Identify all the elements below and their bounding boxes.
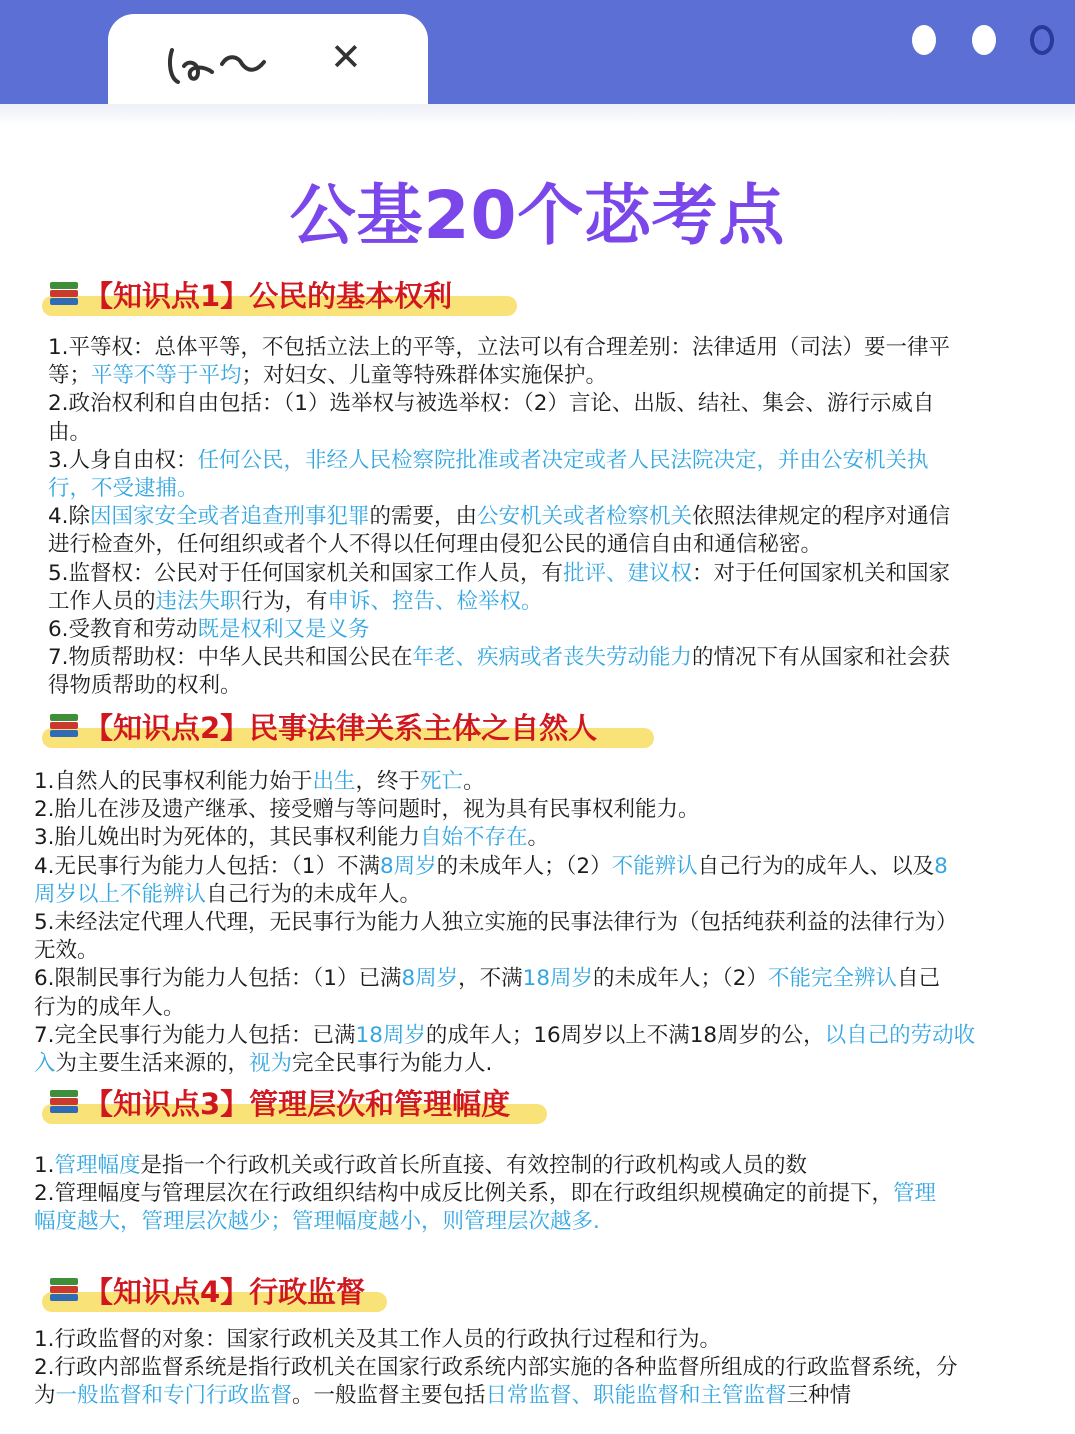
close-icon[interactable]: ✕ bbox=[330, 35, 362, 79]
text-segment: 1.自然人的民事权利能力始于 bbox=[34, 769, 313, 794]
browser-tab[interactable] bbox=[108, 14, 428, 106]
text-segment: 7.物质帮助权：中华人民共和国公民在 bbox=[48, 645, 413, 671]
text-segment: 4.无民事行为能力人包括：（1）不满 bbox=[34, 853, 380, 879]
books-icon bbox=[50, 1090, 80, 1116]
highlighted-text: 平等不等于平均 bbox=[91, 363, 242, 389]
text-line bbox=[34, 881, 975, 909]
section-heading-text: 【知识点2】民事法律关系主体之自然人 bbox=[84, 711, 598, 745]
text-line bbox=[48, 447, 950, 475]
text-segment: 5.监督权：公民对于任何国家机关和国家工作人员，有 bbox=[48, 560, 564, 586]
section-heading-text: 【知识点3】管理层次和管理幅度 bbox=[84, 1087, 511, 1121]
highlighted-text: 入 bbox=[34, 1051, 56, 1077]
text-segment: 进行检查外，任何组织或者个人不得以任何理由侵犯公民的通信自由和通信秘密。 bbox=[48, 532, 823, 558]
section-body bbox=[48, 334, 950, 701]
text-segment: 行为的成年人。 bbox=[34, 994, 185, 1020]
text-line bbox=[48, 644, 950, 672]
text-segment: 为 bbox=[34, 1383, 56, 1409]
text-line bbox=[48, 672, 950, 700]
text-line bbox=[34, 853, 975, 881]
text-segment: 得物质帮助的权利。 bbox=[48, 673, 242, 699]
text-line bbox=[48, 419, 950, 447]
text-line bbox=[34, 1208, 936, 1236]
text-segment: 工作人员的 bbox=[48, 588, 156, 614]
highlighted-text: 批评、建议权 bbox=[563, 560, 693, 586]
text-segment: 1. bbox=[34, 1153, 55, 1178]
text-segment: 2.管理幅度与管理层次在行政组织结构中成反比例关系，即在行政组织规模确定的前提下， bbox=[34, 1181, 894, 1207]
text-segment: 依照法律规定的程序对通信 bbox=[692, 504, 951, 530]
highlighted-text: 管理幅度 bbox=[54, 1153, 141, 1178]
section-body bbox=[34, 1326, 958, 1411]
highlighted-text: 以自己的劳动收 bbox=[824, 1022, 976, 1048]
text-segment: 2.胎儿在涉及遗产继承、接受赠与等问题时，视为具有民事权利能力。 bbox=[34, 797, 700, 823]
text-line bbox=[34, 1180, 936, 1208]
text-line bbox=[34, 909, 975, 937]
text-segment: 自己行为的未成年人。 bbox=[206, 881, 422, 907]
books-icon bbox=[50, 714, 80, 740]
text-segment: 2.政治权利和自由包括：（1）选举权与被选举权：（2）言论、出版、结社、集会、游行示威自 bbox=[48, 391, 935, 417]
text-line bbox=[48, 503, 950, 531]
text-line bbox=[34, 937, 975, 965]
text-segment: 1.平等权：总体平等，不包括立法上的平等，立法可以有合理差别：法律适用（司法）要一律平 bbox=[48, 335, 951, 360]
text-segment: 2.行政内部监督系统是指行政机关在国家行政系统内部实施的各种监督所组成的行政监督系统，分 bbox=[34, 1355, 958, 1381]
text-segment: 3.胎儿娩出时为死体的，其民事权利能力 bbox=[34, 825, 421, 851]
highlighted-text: 18周岁 bbox=[522, 966, 594, 992]
text-line bbox=[34, 824, 975, 852]
text-line bbox=[48, 334, 950, 362]
highlighted-text: 违法失职 bbox=[155, 588, 242, 614]
text-segment: 5.未经法定代理人代理，无民事行为能力人独立实施的民事法律行为（包括纯获利益的法律行为） bbox=[34, 910, 958, 936]
text-segment: 。 bbox=[527, 825, 550, 851]
section-heading bbox=[36, 1084, 546, 1124]
text-segment: 1.行政监督的对象：国家行政机关及其工作人员的行政执行过程和行为。 bbox=[34, 1327, 722, 1352]
text-segment: 由。 bbox=[48, 419, 92, 445]
highlighted-text: 管理 bbox=[893, 1181, 937, 1207]
text-line bbox=[34, 1022, 975, 1050]
text-segment: 的未成年人；（2） bbox=[436, 853, 612, 879]
highlighted-text: 行，不受逮捕。 bbox=[48, 476, 199, 502]
text-segment: 三种情 bbox=[786, 1383, 852, 1409]
books-icon bbox=[50, 1278, 80, 1304]
text-line bbox=[48, 362, 950, 390]
highlighted-text: 自始不存在 bbox=[420, 825, 528, 851]
window-dot-icon bbox=[1030, 25, 1054, 55]
highlighted-text: 死亡 bbox=[420, 769, 464, 794]
text-segment: ；对妇女、儿童等特殊群体实施保护。 bbox=[241, 363, 608, 389]
section-heading-text: 【知识点1】公民的基本权利 bbox=[84, 279, 453, 313]
text-segment: 的未成年人；（2） bbox=[593, 966, 768, 992]
text-segment: 。一般监督主要包括 bbox=[292, 1383, 486, 1409]
text-segment: 6.受教育和劳动 bbox=[48, 617, 198, 643]
text-segment: 为主要生活来源的， bbox=[55, 1051, 250, 1077]
highlighted-text: 不能完全辨认 bbox=[767, 966, 897, 992]
text-line bbox=[34, 1152, 936, 1180]
text-segment: 7.完全民事行为能力人包括：已满 bbox=[34, 1022, 356, 1048]
text-line bbox=[34, 965, 975, 993]
text-segment: ，不满 bbox=[458, 966, 523, 992]
highlighted-text: 周岁以上不能辨认 bbox=[34, 881, 207, 907]
highlighted-text: 8周岁 bbox=[379, 853, 437, 879]
highlighted-text: 8周岁 bbox=[401, 966, 459, 992]
text-segment: 的成年人；16周岁以上不满18周岁的公， bbox=[425, 1022, 825, 1048]
text-segment: 的需要，由 bbox=[369, 504, 478, 530]
text-line bbox=[48, 475, 950, 503]
highlighted-text: 公安机关或者检察机关 bbox=[477, 504, 693, 530]
section-heading bbox=[36, 708, 656, 748]
text-segment: 无效。 bbox=[34, 938, 99, 964]
highlighted-text: 任何公民，非经人民检察院批准或者决定或者人民法院决定，并由公安机关执 bbox=[197, 447, 929, 473]
text-segment: 自己行为的成年人、以及 bbox=[697, 853, 935, 879]
text-line bbox=[34, 1382, 958, 1410]
text-segment: 。 bbox=[463, 769, 485, 794]
highlighted-text: 不能辨认 bbox=[611, 853, 698, 879]
section-heading bbox=[36, 276, 516, 316]
books-icon bbox=[50, 282, 80, 308]
section-heading-text: 【知识点4】行政监督 bbox=[84, 1275, 366, 1309]
highlighted-text: 日常监督、职能监督和主管监督 bbox=[485, 1383, 787, 1409]
text-line bbox=[48, 588, 950, 616]
text-segment: ：对于任何国家机关和国家 bbox=[692, 560, 951, 586]
text-line bbox=[34, 796, 975, 824]
text-segment: 自己 bbox=[896, 966, 940, 992]
page-title: 公基20个苾考点 bbox=[289, 177, 786, 254]
highlighted-text: 幅度越大，管理层次越少；管理幅度越小，则管理层次越多. bbox=[34, 1209, 600, 1235]
text-line bbox=[34, 1354, 958, 1382]
highlighted-text: 因国家安全或者追查刑事犯罪 bbox=[90, 504, 370, 530]
highlighted-text: 一般监督和专门行政监督 bbox=[55, 1383, 293, 1409]
highlighted-text: 既是权利又是义务 bbox=[197, 617, 370, 643]
text-segment: 6.限制民事行为能力人包括：（1）已满 bbox=[34, 966, 402, 992]
section-body bbox=[34, 768, 975, 1078]
text-line bbox=[48, 616, 950, 644]
window-dot-icon bbox=[912, 25, 936, 55]
highlighted-text: 18周岁 bbox=[355, 1022, 426, 1048]
text-line bbox=[34, 994, 975, 1022]
text-segment: 等； bbox=[48, 363, 92, 389]
section-heading bbox=[36, 1272, 386, 1312]
highlighted-text: 申诉、控告、检举权。 bbox=[327, 588, 543, 614]
highlighted-text: 出生 bbox=[312, 769, 356, 794]
highlighted-text: 年老、疾病或者丧失劳动能力 bbox=[412, 645, 693, 671]
scribble-icon bbox=[164, 32, 294, 92]
text-line bbox=[48, 531, 950, 559]
text-segment: 的情况下有从国家和社会获 bbox=[692, 645, 951, 671]
section-body bbox=[34, 1152, 936, 1237]
text-segment: 完全民事行为能力人. bbox=[292, 1051, 493, 1077]
text-segment: 是指一个行政机关或行政首长所直接、有效控制的行政机构或人员的数 bbox=[140, 1153, 808, 1178]
text-line bbox=[48, 390, 950, 418]
text-line bbox=[34, 1326, 958, 1354]
text-segment: 3.人身自由权： bbox=[48, 447, 198, 473]
text-line bbox=[34, 768, 975, 796]
text-segment: ，终于 bbox=[355, 769, 421, 794]
highlighted-text: 视为 bbox=[249, 1051, 293, 1077]
text-segment: 行为，有 bbox=[241, 588, 328, 614]
window-dot-icon bbox=[972, 25, 996, 55]
text-line bbox=[48, 560, 950, 588]
highlighted-text: 8 bbox=[934, 853, 948, 879]
text-line bbox=[34, 1050, 975, 1078]
top-bar-shadow bbox=[0, 104, 1075, 126]
text-segment: 4.除 bbox=[48, 504, 91, 530]
